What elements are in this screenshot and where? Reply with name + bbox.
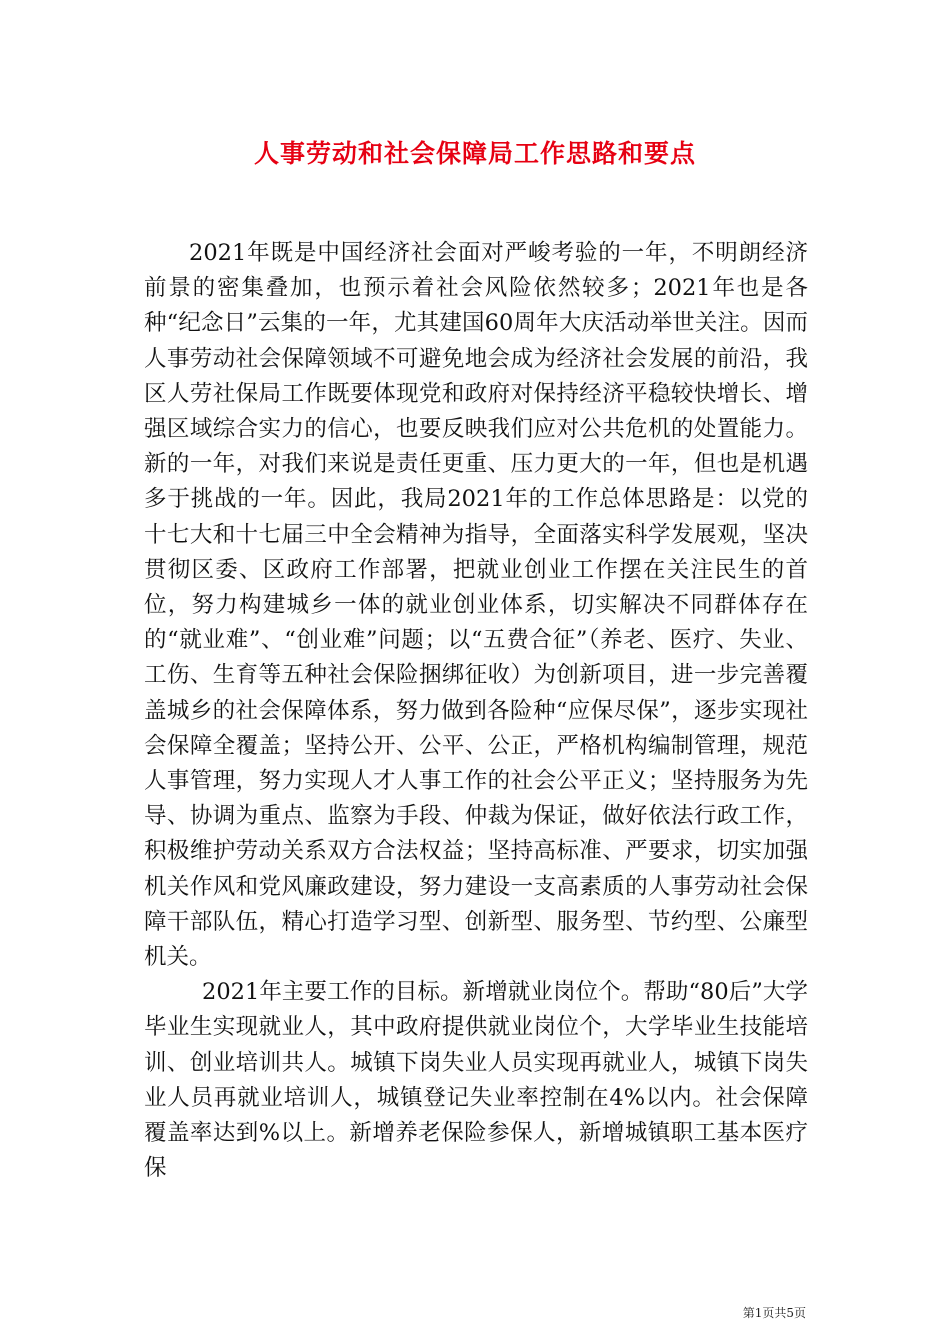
document-body (144, 236, 808, 1186)
page-title: 人事劳动和社会保障局工作思路和要点 (253, 139, 696, 168)
page-number: 第1页共5页 (742, 1306, 806, 1320)
paragraph: 2021年主要工作的目标。新增就业岗位个。帮助“80后”大学毕业生实现就业人，其中政府提供就业岗位个，大学毕业生技能培训、创业培训共人。城镇下岗失业人员实现再就业人，城镇下岗失业人员再就业培训人，城镇登记失业率控制在4%以内。社会保障覆盖率达到%以上。新增养老保险参保人，新增城镇职工基本医疗保 (144, 979, 808, 1182)
paragraph: 2021年既是中国经济社会面对严峻考验的一年，不明朗经济前景的密集叠加，也预示着社会风险依然较多；2021年也是各种“纪念日”云集的一年，尤其建国60周年大庆活动举世关注。因而人事劳动社会保障领域不可避免地会成为经济社会发展的前沿，我区人劳社保局工作既要体现党和政府对保持经济平稳较快增长、增强区域综合实力的信心，也要反映我们应对公共危机的处置能力。新的一年，对我们来说是责任更重、压力更大的一年，但也是机遇多于挑战的一年。因此，我局2021年的工作总体思路是：以党的十七大和十七届三中全会精神为指导，全面落实科学发展观，坚决贯彻区委、区政府工作部署，把就业创业工作摆在关注民生的首位，努力构建城乡一体的就业创业体系，切实解决不同群体存在的“就业难”、“创业难”问题；以“五费合征”（养老、医疗、失业、工伤、生育等五种社会保险捆绑征收）为创新项目，进一步完善覆盖城乡的社会保障体系，努力做到各险种“应保尽保”，逐步实现社会保障全覆盖；坚持公开、公平、公正，严格机构编制管理，规范人事管理，努力实现人才人事工作的社会公平正义；坚持服务为先导、协调为重点、监察为手段、仲裁为保证，做好依法行政工作，积极维护劳动关系双方合法权益；坚持高标准、严要求，切实加强机关作风和党风廉政建设，努力建设一支高素质的人事劳动社会保障干部队伍，精心打造学习型、创新型、服务型、节约型、公廉型机关。 (144, 240, 808, 971)
